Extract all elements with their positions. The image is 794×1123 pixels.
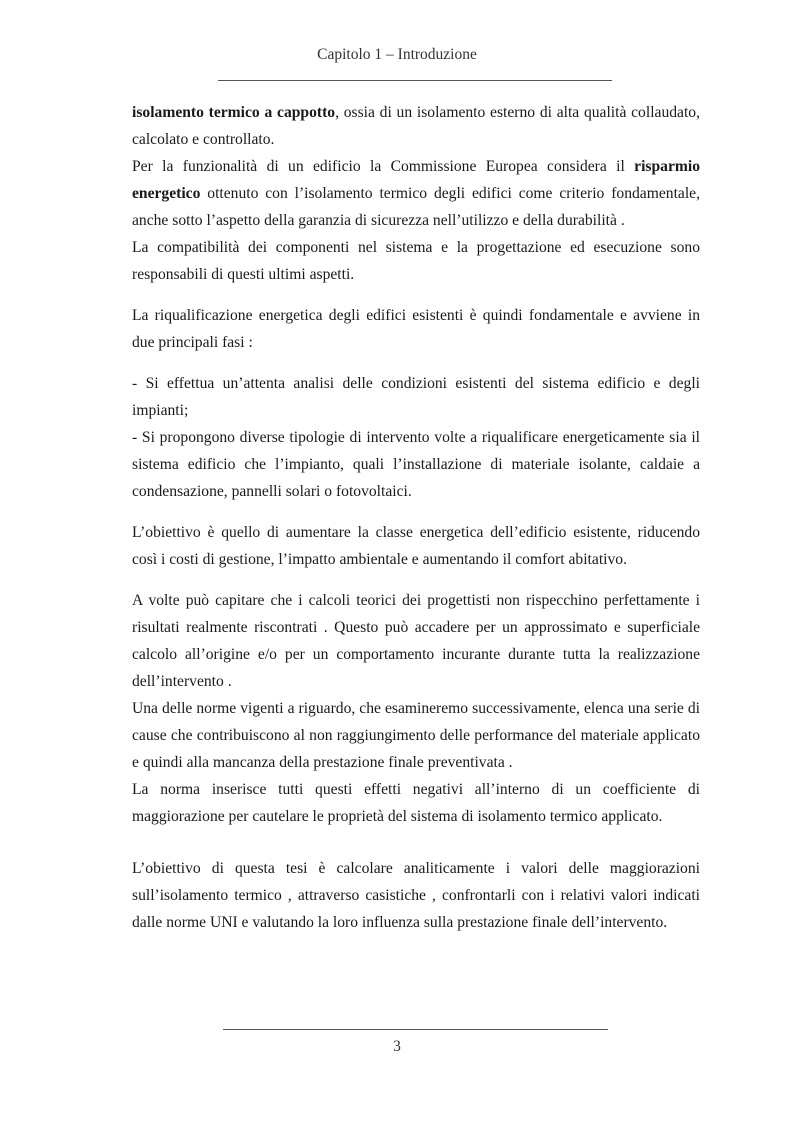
page-header: Capitolo 1 – Introduzione bbox=[317, 46, 477, 63]
paragraph-coefficiente: La norma inserisce tutti questi effetti negativi all’interno di un coefficiente di maggiorazione per cautelare le proprietà del sistema di isolamento termico applicato. bbox=[132, 781, 700, 825]
paragraph-2 bbox=[132, 153, 700, 234]
paragraph-3: La compatibilità dei componenti nel sistema e la progettazione ed esecuzione sono responsabili di questi ultimi aspetti. bbox=[132, 239, 700, 283]
bold-term-risparmio: risparmio energetico bbox=[132, 158, 700, 202]
paragraph-2-text-b: ottenuto con l’isolamento termico degli edifici come criterio fondamentale, anche sotto l’aspetto della garanzia di sicurezza nell’utilizzo e della durabilità . bbox=[132, 185, 700, 229]
paragraph-tesi: L’obiettivo di questa tesi è calcolare analiticamente i valori delle maggiorazioni sull’isolamento termico , attraverso casistiche , confrontarli con i relativi valori indicati dalle norme UNI e valutando la loro influenza sulla prestazione finale dell’intervento. bbox=[132, 860, 700, 931]
document-body bbox=[132, 99, 700, 936]
paragraph-2-text-a: Per la funzionalità di un edificio la Commissione Europea considera il bbox=[132, 158, 635, 175]
page-number: 3 bbox=[393, 1038, 401, 1055]
paragraph-obiettivo: L’obiettivo è quello di aumentare la classe energetica dell’edificio esistente, riducendo così i costi di gestione, l’impatto ambientale e aumentando il comfort abitativo. bbox=[132, 524, 700, 568]
bold-term-cappotto: isolamento termico a cappotto bbox=[132, 104, 336, 121]
footer-divider bbox=[223, 1029, 608, 1030]
paragraph-1 bbox=[132, 99, 700, 153]
paragraph-1-text: , ossia di un isolamento esterno di alta qualità collaudato, calcolato e controllato. bbox=[132, 104, 700, 148]
header-divider bbox=[218, 80, 612, 81]
paragraph-norme: Una delle norme vigenti a riguardo, che esamineremo successivamente, elenca una serie di cause che contribuiscono al non raggiungimento delle performance del materiale applicato e quindi alla mancanza della prestazione finale preventivata . bbox=[132, 700, 700, 771]
list-item-analisi: - Si effettua un’attenta analisi delle condizioni esistenti del sistema edificio e degli impianti; bbox=[132, 375, 700, 419]
paragraph-4: La riqualificazione energetica degli edifici esistenti è quindi fondamentale e avviene in due principali fasi : bbox=[132, 307, 700, 351]
paragraph-calcoli: A volte può capitare che i calcoli teorici dei progettisti non rispecchino perfettamente i risultati realmente riscontrati . Questo può accadere per un approssimato e superficiale calcolo all’origine e/o per un comportamento incurante durante tutta la realizzazione dell’intervento . bbox=[132, 592, 700, 690]
list-item-interventi: - Si propongono diverse tipologie di intervento volte a riqualificare energeticamente sia il sistema edificio che l’impianto, quali l’installazione di materiale isolante, caldaie a condensazione, pannelli solari o fotovoltaici. bbox=[132, 429, 700, 500]
